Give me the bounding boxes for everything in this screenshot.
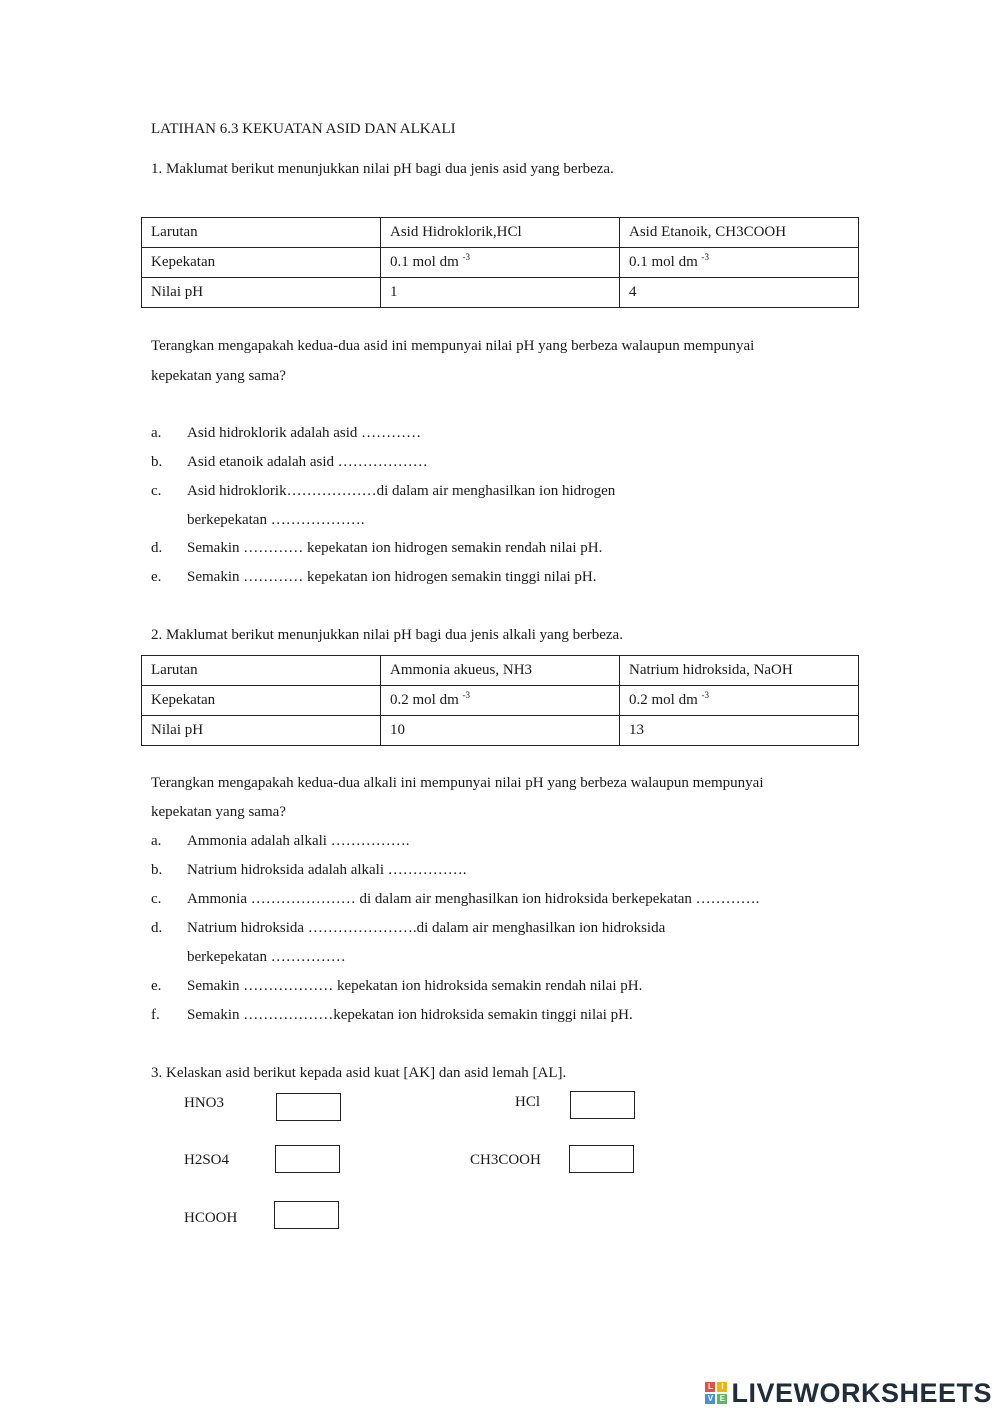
q1-item-c-cont[interactable]: berkepekatan ………………. <box>187 512 365 528</box>
item-label: e. <box>151 978 162 994</box>
table-cell: 1 <box>381 278 620 308</box>
table-cell <box>620 248 859 278</box>
q1-explain-line2: kepekatan yang sama? <box>151 368 286 384</box>
table-row <box>142 218 859 248</box>
table-cell <box>620 686 859 716</box>
q1-item-d[interactable]: Semakin ………… kepekatan ion hidrogen semakin rendah nilai pH. <box>187 540 603 556</box>
table-row <box>142 278 859 308</box>
q1-table <box>141 217 859 308</box>
q2-item-d[interactable]: Natrium hidroksida ………………….di dalam air menghasilkan ion hidroksida <box>187 920 666 936</box>
exponent: -3 <box>701 690 710 700</box>
q2-table <box>141 655 859 746</box>
exponent: -3 <box>462 252 471 262</box>
item-label: b. <box>151 454 163 470</box>
logo-text: LIVEWORKSHEETS <box>731 1377 992 1408</box>
logo-letter: V <box>705 1394 715 1404</box>
item-label: a. <box>151 833 162 849</box>
table-cell: Asid Hidroklorik,HCl <box>381 218 620 248</box>
q2-prompt: 2. Maklumat berikut menunjukkan nilai pH bagi dua jenis alkali yang berbeza. <box>151 627 623 643</box>
q2-item-e[interactable]: Semakin ……………… kepekatan ion hidroksida semakin rendah nilai pH. <box>187 978 643 994</box>
concentration-value: 0.1 mol dm <box>390 254 459 270</box>
table-cell: Kepekatan <box>142 248 381 278</box>
acid-label-hcl: HCl <box>515 1094 541 1110</box>
logo-letter: E <box>717 1394 727 1404</box>
table-row <box>142 686 859 716</box>
concentration-value: 0.2 mol dm <box>629 692 698 708</box>
q2-item-c[interactable]: Ammonia ………………… di dalam air menghasilkan ion hidroksida berkepekatan …………. <box>187 891 760 907</box>
q1-explain-line1: Terangkan mengapakah kedua-dua asid ini mempunyai nilai pH yang berbeza walaupun mempunyai <box>151 338 755 354</box>
acid-label-hcooh: HCOOH <box>184 1210 238 1226</box>
logo-mark-icon <box>705 1382 727 1404</box>
item-label: c. <box>151 891 162 907</box>
answer-box-hcooh[interactable] <box>274 1201 339 1229</box>
table-cell: Kepekatan <box>142 686 381 716</box>
item-label: c. <box>151 483 162 499</box>
worksheet-title: LATIHAN 6.3 KEKUATAN ASID DAN ALKALI <box>151 121 456 137</box>
table-cell: Asid Etanoik, CH3COOH <box>620 218 859 248</box>
q1-prompt: 1. Maklumat berikut menunjukkan nilai pH bagi dua jenis asid yang berbeza. <box>151 161 614 177</box>
acid-label-ch3cooh: CH3COOH <box>470 1152 541 1168</box>
concentration-value: 0.1 mol dm <box>629 254 698 270</box>
table-cell: Larutan <box>142 218 381 248</box>
answer-box-h2so4[interactable] <box>275 1145 340 1173</box>
acid-label-h2so4: H2SO4 <box>184 1152 230 1168</box>
concentration-value: 0.2 mol dm <box>390 692 459 708</box>
table-cell: 4 <box>620 278 859 308</box>
table-cell: Ammonia akueus, NH3 <box>381 656 620 686</box>
table-cell: Nilai pH <box>142 278 381 308</box>
q2-explain-line1: Terangkan mengapakah kedua-dua alkali ini mempunyai nilai pH yang berbeza walaupun mempunyai <box>151 775 764 791</box>
item-label: d. <box>151 920 163 936</box>
q2-item-b[interactable]: Natrium hidroksida adalah alkali ……………. <box>187 862 467 878</box>
item-label: a. <box>151 425 162 441</box>
q2-item-f[interactable]: Semakin ………………kepekatan ion hidroksida semakin tinggi nilai pH. <box>187 1007 633 1023</box>
q1-item-c[interactable]: Asid hidroklorik………………di dalam air menghasilkan ion hidrogen <box>187 483 616 499</box>
table-row <box>142 248 859 278</box>
q1-item-e[interactable]: Semakin ………… kepekatan ion hidrogen semakin tinggi nilai pH. <box>187 569 597 585</box>
item-label: d. <box>151 540 163 556</box>
table-cell <box>381 686 620 716</box>
answer-box-hcl[interactable] <box>570 1091 635 1119</box>
q2-item-d-cont[interactable]: berkepekatan …………… <box>187 949 346 965</box>
item-label: f. <box>151 1007 160 1023</box>
table-row <box>142 656 859 686</box>
liveworksheets-logo[interactable] <box>705 1378 992 1408</box>
q2-item-a[interactable]: Ammonia adalah alkali ……………. <box>187 833 410 849</box>
table-row <box>142 716 859 746</box>
q3-prompt: 3. Kelaskan asid berikut kepada asid kuat [AK] dan asid lemah [AL]. <box>151 1065 567 1081</box>
table-cell: 10 <box>381 716 620 746</box>
logo-letter: I <box>717 1382 727 1392</box>
table-cell: 13 <box>620 716 859 746</box>
q1-item-a[interactable]: Asid hidroklorik adalah asid ………… <box>187 425 422 441</box>
acid-label-hno3: HNO3 <box>184 1095 224 1111</box>
table-cell: Larutan <box>142 656 381 686</box>
table-cell <box>381 248 620 278</box>
answer-box-ch3cooh[interactable] <box>569 1145 634 1173</box>
answer-box-hno3[interactable] <box>276 1093 341 1121</box>
table-cell: Natrium hidroksida, NaOH <box>620 656 859 686</box>
item-label: e. <box>151 569 162 585</box>
exponent: -3 <box>462 690 471 700</box>
item-label: b. <box>151 862 163 878</box>
exponent: -3 <box>701 252 710 262</box>
table-cell: Nilai pH <box>142 716 381 746</box>
q1-item-b[interactable]: Asid etanoik adalah asid ……………… <box>187 454 428 470</box>
logo-letter: L <box>705 1382 715 1392</box>
q2-explain-line2: kepekatan yang sama? <box>151 804 286 820</box>
